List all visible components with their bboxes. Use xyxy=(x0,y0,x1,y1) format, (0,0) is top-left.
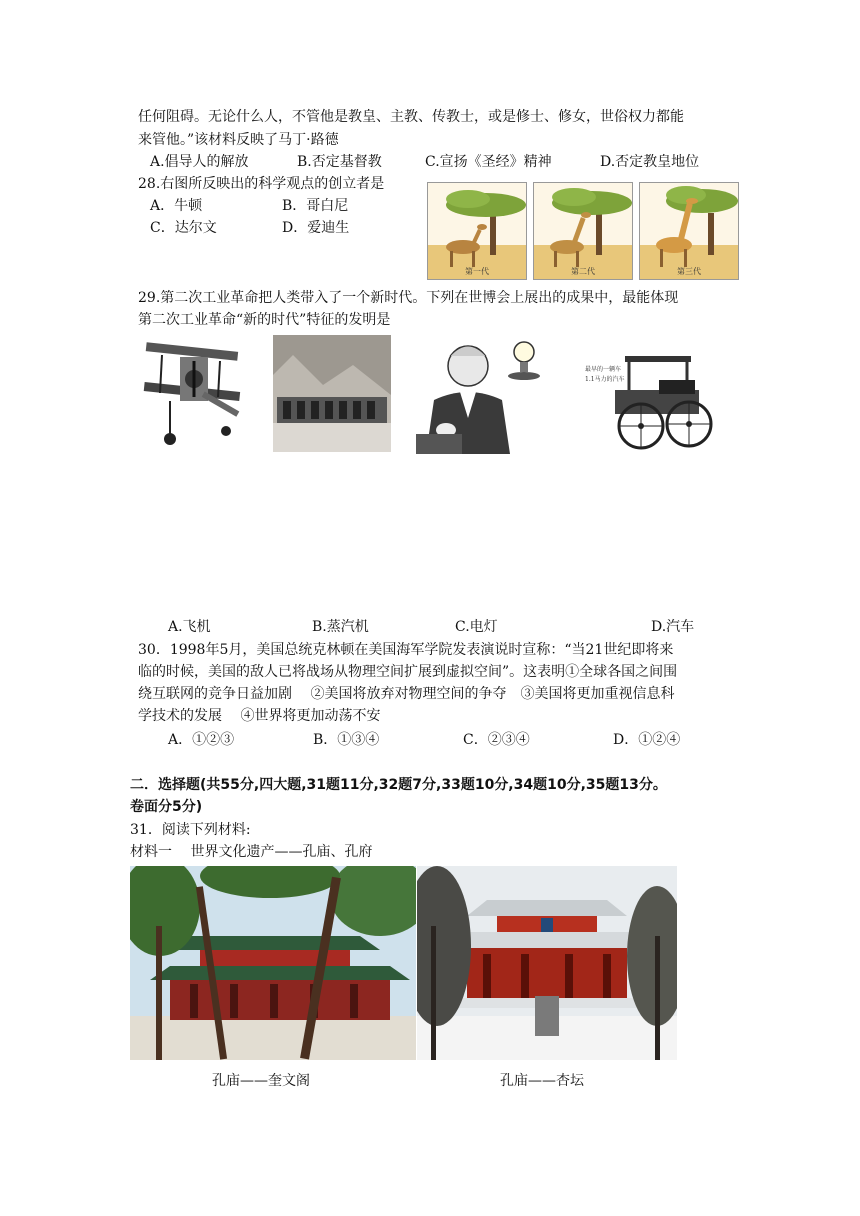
q30-line2: 临的时候，美国的敌人已将战场从物理空间扩展到虚拟空间”。这表明①全球各国之间围 xyxy=(138,664,678,680)
q29-line2: 第二次工业革命“新的时代”特征的发明是 xyxy=(138,312,391,328)
q28-option-a: A．牛顿 xyxy=(150,198,203,214)
q27-line2: 来管他。”该材料反映了马丁·路德 xyxy=(138,132,339,148)
q28-option-d: D．爱迪生 xyxy=(282,220,350,236)
car-caption-1: 最早的一辆车 xyxy=(585,366,622,373)
edison-lightbulb-image xyxy=(416,330,544,454)
q30-option-c: C．②③④ xyxy=(463,732,530,748)
q29-option-b: B.蒸汽机 xyxy=(312,619,369,635)
xingtan-pavilion-photo xyxy=(417,866,677,1060)
q29-option-d: D.汽车 xyxy=(651,619,695,635)
section2-heading-line1: 二．选择题(共55分,四大题,31题11分,32题7分,33题10分,34题10分,35题13分。 xyxy=(130,777,667,793)
giraffe-panel-1 xyxy=(427,182,527,280)
q30-line4: 学技术的发展 ④世界将更加动荡不安 xyxy=(138,708,381,724)
xingtan-caption: 孔庙——杏坛 xyxy=(500,1073,584,1089)
q30-option-a: A．①②③ xyxy=(168,732,235,748)
q28-option-c: C．达尔文 xyxy=(150,220,217,236)
q30-option-b: B．①③④ xyxy=(313,732,380,748)
q27-option-d: D.否定教皇地位 xyxy=(600,154,700,170)
giraffe-panel-3 xyxy=(639,182,739,280)
q30-line3: 绕互联网的竞争日益加剧 ②美国将放弃对物理空间的争夺 ③美国将更加重视信息科 xyxy=(138,686,675,702)
q28-stem: 28.右图所反映出的科学观点的创立者是 xyxy=(138,176,385,192)
q30-line1: 30．1998年5月，美国总统克林顿在美国海军学院发表演说时宣称：“当21世纪即将来 xyxy=(138,642,674,658)
giraffe-panel-2 xyxy=(533,182,633,280)
airplane-image xyxy=(140,335,248,455)
q31-material1: 材料一 世界文化遗产——孔庙、孔府 xyxy=(130,844,373,860)
car-image xyxy=(585,350,715,452)
giraffe-caption-3: 第三代 xyxy=(677,267,701,276)
q29-line1: 29.第二次工业革命把人类带入了一个新时代。下列在世博会上展出的成果中，最能体现 xyxy=(138,290,679,306)
kuiwen-pavilion-caption: 孔庙——奎文阁 xyxy=(212,1073,310,1089)
q28-option-b: B．哥白尼 xyxy=(282,198,349,214)
q27-option-c: C.宣扬《圣经》精神 xyxy=(425,154,552,170)
giraffe-caption-1: 第一代 xyxy=(465,267,489,276)
q31-stem: 31．阅读下列材料: xyxy=(130,822,251,838)
q30-option-d: D．①②④ xyxy=(613,732,681,748)
q29-option-a: A.飞机 xyxy=(168,619,211,635)
giraffe-caption-2: 第二代 xyxy=(571,267,595,276)
q27-line1: 任何阻碍。无论什么人，不管他是教皇、主教、传教士，或是修士、修女，世俗权力都能 xyxy=(138,109,684,125)
car-caption-2: 1.1马力的汽车 xyxy=(585,376,625,383)
q29-option-c: C.电灯 xyxy=(455,619,498,635)
kuiwen-pavilion-photo xyxy=(130,866,416,1060)
q27-option-a: A.倡导人的解放 xyxy=(150,154,249,170)
q27-option-b: B.否定基督教 xyxy=(297,154,382,170)
section2-heading-line2: 卷面分5分) xyxy=(130,799,203,815)
steam-engine-image xyxy=(273,335,391,452)
